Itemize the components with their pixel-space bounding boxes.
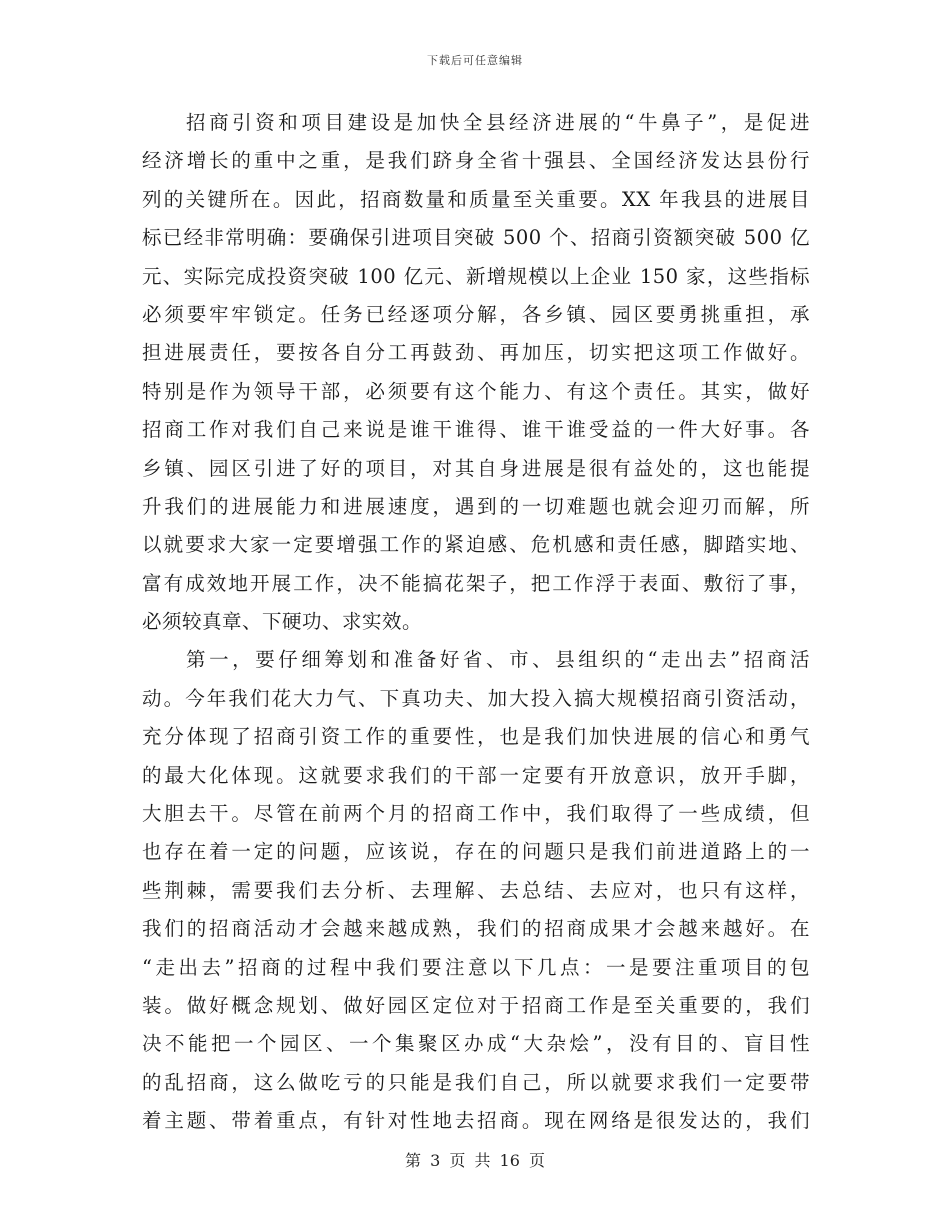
- text-line: 的最大化体现。这就要求我们的干部一定要有开放意识，放开手脚，: [142, 763, 810, 787]
- text-line: 必须较真章、下硬功、求实效。: [142, 610, 423, 634]
- text-line: 我们的招商活动才会越来越成熟，我们的招商成果才会越来越好。在: [142, 917, 810, 941]
- text-line: 乡镇、园区引进了好的项目，对其自身进展是很有益处的，这也能提: [142, 456, 810, 480]
- paragraph-2: [142, 641, 810, 1140]
- text-line: 特别是作为领导干部，必须要有这个能力、有这个责任。其实，做好: [142, 379, 810, 403]
- text-line: 经济增长的重中之重，是我们跻身全省十强县、全国经济发达县份行: [142, 149, 810, 173]
- text-line: 以就要求大家一定要增强工作的紧迫感、危机感和责任感，脚踏实地、: [142, 533, 810, 557]
- text-line: 决不能把一个园区、一个集聚区办成“大杂烩”，没有目的、盲目性: [142, 1032, 810, 1056]
- text-line: 富有成效地开展工作，决不能搞花架子，把工作浮于表面、敷衍了事，: [142, 571, 810, 595]
- page-number-footer: 第 3 页 共 16 页: [405, 1151, 545, 1170]
- text-line: 标已经非常明确：要确保引进项目突破 500 个、招商引资额突破 500 亿: [142, 226, 810, 250]
- text-line: 元、实际完成投资突破 100 亿元、新增规模以上企业 150 家，这些指标: [142, 264, 810, 288]
- text-line: 必须要牢牢锁定。任务已经逐项分解，各乡镇、园区要勇挑重担，承: [142, 302, 810, 326]
- text-line: 充分体现了招商引资工作的重要性，也是我们加快进展的信心和勇气: [142, 725, 810, 749]
- text-line: 动。今年我们花大力气、下真功夫、加大投入搞大规模招商引资活动，: [142, 686, 810, 710]
- text-line: 升我们的进展能力和进展速度，遇到的一切难题也就会迎刃而解，所: [142, 494, 810, 518]
- text-line: 也存在着一定的问题，应该说，存在的问题只是我们前进道路上的一: [142, 840, 810, 864]
- paragraph-1: [142, 104, 810, 641]
- text-line: 招商工作对我们自己来说是谁干谁得、谁干谁受益的一件大好事。各: [142, 418, 810, 442]
- text-line: 的乱招商，这么做吃亏的只能是我们自己，所以就要求我们一定要带: [142, 1070, 810, 1094]
- text-line: 装。做好概念规划、做好园区定位对于招商工作是至关重要的，我们: [142, 993, 810, 1017]
- text-line: 招商引资和项目建设是加快全县经济进展的“牛鼻子”，是促进: [186, 111, 810, 134]
- text-line: 列的关键所在。因此，招商数量和质量至关重要。XX 年我县的进展目: [142, 187, 810, 211]
- text-line: 第一，要仔细筹划和准备好省、市、县组织的“走出去”招商活: [186, 648, 810, 672]
- text-line: 些荆棘，需要我们去分析、去理解、去总结、去应对，也只有这样，: [142, 878, 810, 902]
- document-body: [142, 104, 810, 1141]
- page-header: 下载后可任意编辑: [427, 54, 523, 67]
- text-line: “走出去”招商的过程中我们要注意以下几点：一是要注重项目的包: [142, 955, 810, 979]
- text-line: 担进展责任，要按各自分工再鼓劲、再加压，切实把这项工作做好。: [142, 341, 810, 365]
- text-line: 着主题、带着重点，有针对性地去招商。现在网络是很发达的，我们: [142, 1109, 810, 1133]
- text-line: 大胆去干。尽管在前两个月的招商工作中，我们取得了一些成绩，但: [142, 802, 810, 826]
